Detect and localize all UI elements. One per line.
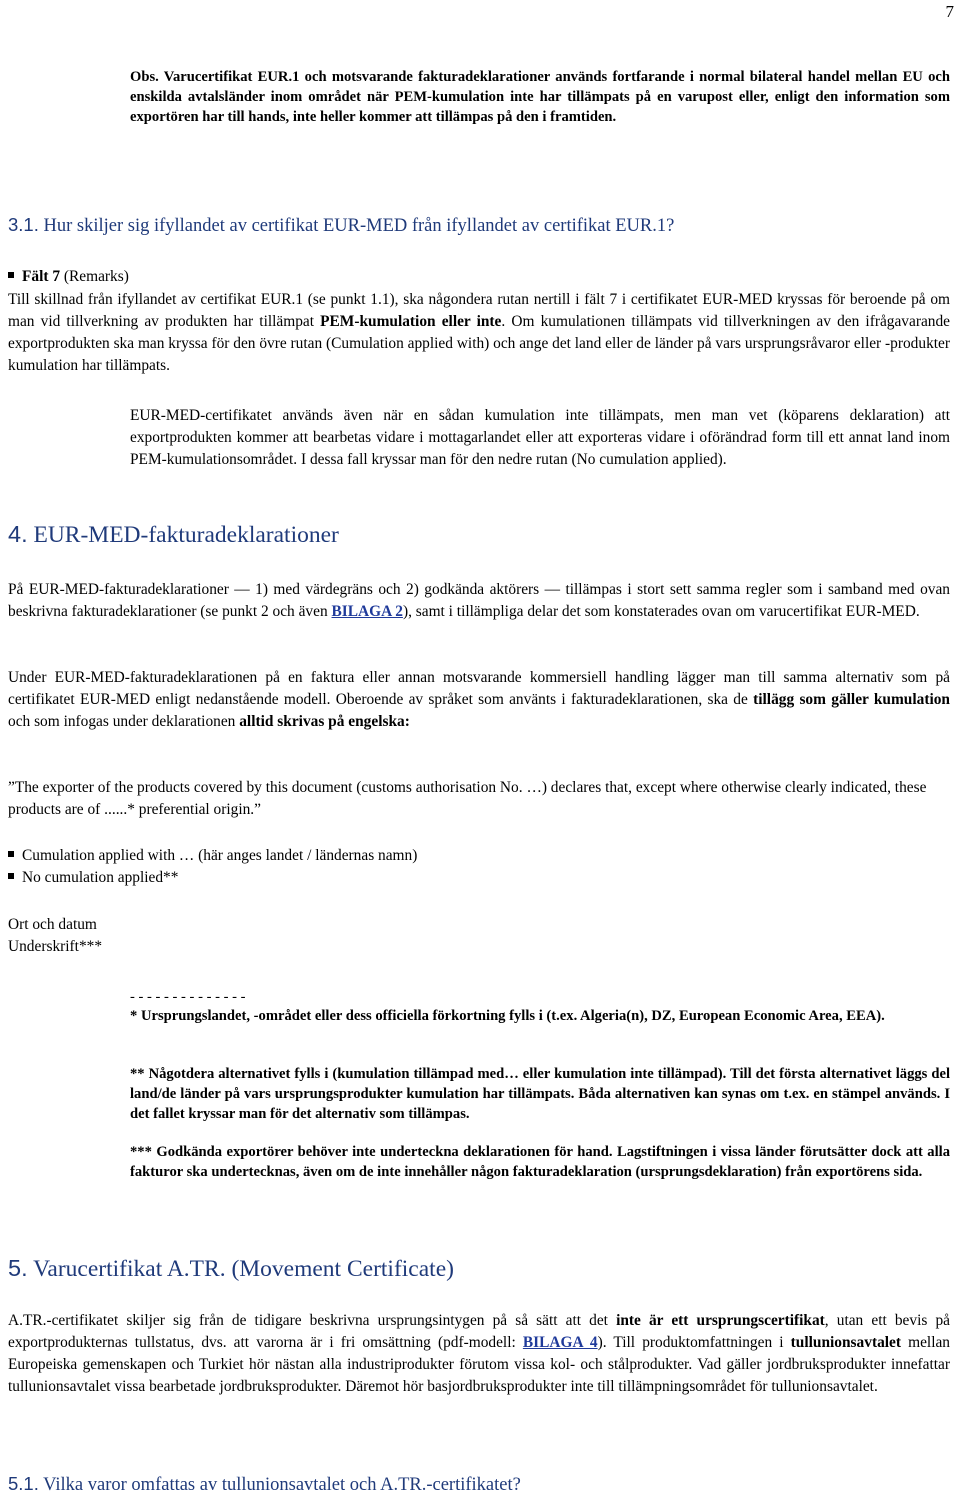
bilaga-4-link[interactable]: BILAGA 4 — [522, 1334, 598, 1351]
section-5-heading — [8, 1255, 454, 1283]
section-4-heading — [8, 521, 339, 549]
place-and-date: Ort och datum — [8, 916, 97, 933]
page-number: 7 — [945, 2, 954, 21]
section-3-1-heading — [8, 214, 674, 237]
section-number: 5.1. — [8, 1473, 39, 1494]
place-date-signature — [8, 914, 950, 958]
section-title: Varucertifikat A.TR. (Movement Certificate) — [33, 1256, 454, 1282]
footnote-separator: - - - - - - - - - - - - - - — [130, 989, 246, 1005]
obs-note: Obs. Varucertifikat EUR.1 och motsvarande fakturadeklarationer används fortfarande i normal bilateral handel mellan EU och enskilda avtalsländer inom området när PEM-kumulation inte har tillämpats på en varupost eller, enligt den information som exportören har till hands, inte heller kommer att tillämpas på den i framtiden. — [130, 69, 950, 125]
bullet-icon — [8, 873, 14, 879]
signature-label: Underskrift*** — [8, 938, 103, 955]
footnote-3: *** Godkända exportörer behöver inte underteckna deklarationen för hand. Lagstiftningen i vissa länder förutsätter dock att alla fakturor ska undertecknas, även om de inte innehåller någon fakturadeklaration (ursprungsdeklaration) från exportörens sida. — [130, 1144, 950, 1180]
footnote-2: ** Någotdera alternativet fylls i (kumulation tillämpad med… eller kumulation inte tillämpad). Till det första alternativet läggs del land/de länder på vars ursprungsprodukter kumulation har tillämpats. Båda alternativen kan synas om t.ex. en stämpel används. I det fallet kryssar man för det alternativ som tillämpas. — [130, 1066, 950, 1122]
bullet-icon — [8, 272, 14, 278]
eur-med-paragraph: EUR-MED-certifikatet används även när en sådan kumulation inte tillämpats, men man vet (köparens deklaration) att exportprodukten kommer att bearbetas vidare i mottagarlandet eller att exporteras vidare i oförändrad form till ett annat land inom PEM-kumulationsområdet. I dessa fall kryssar man för den nedre rutan (No cumulation applied). — [130, 407, 950, 468]
section-title: Vilka varor omfattas av tullunionsavtalet och A.TR.-certifikatet? — [43, 1475, 521, 1495]
declaration-bullets: Cumulation applied with … (här anges landet / ländernas namn) No cumulation applied** — [8, 845, 950, 889]
section-5-paragraph: A.TR.-certifikatet skiljer sig från de tidigare beskrivna ursprungsintygen på så sätt att det inte är ett ursprungscertifikat, utan ett bevis på exportprodukternas tullstatus, dvs. att varorna är i fri omsättning (pdf-modell: BILAGA 4). Till produktomfattningen i tullunionsavtalet mellan Europeiska gemenskapen och Turkiet hör nästan alla industriprodukter förutom vissa kol- och stålprodukter. Vad gäller jordbruksprodukter innefattar tullunionsavtalet vissa bearbetade jordbruksprodukter. Däremot hör basjordbruksprodukter inte till tillämpningsområdet för tullunionsavtalet. — [8, 1312, 951, 1395]
bilaga-2-link[interactable]: BILAGA 2 — [331, 603, 403, 620]
bullet-icon — [8, 851, 14, 857]
section-4-paragraph-2: Under EUR-MED-fakturadeklarationen på en faktura eller annan motsvarande kommersiell handling lägger man till samma alternativ som på certifikatet EUR-MED enligt nedanstående modell. Oberoende av språket som använts i fakturadeklarationen, ska de tillägg som gäller kumulation och som infogas under deklarationen alltid skrivas på engelska: — [8, 669, 950, 730]
section-number: 4. — [8, 521, 28, 547]
section-5-1-heading — [8, 1473, 521, 1496]
field-7-label: Fält 7 (Remarks) — [8, 266, 950, 288]
declaration-quote: ”The exporter of the products covered by this document (customs authorisation No. …) declares that, except where otherwise clearly indicated, these products are of ......* preferential origin.” — [8, 779, 927, 818]
section-4-paragraph-1: På EUR-MED-fakturadeklarationer — 1) med värdegräns och 2) godkända aktörers — tillämpas i stort sett samma regler som i samband med ovan beskrivna fakturadeklarationer (se punkt 2 och även BILAGA 2), samt i tillämpliga delar det som konstaterades ovan om varucertifikat EUR-MED. — [8, 581, 950, 620]
section-title: Hur skiljer sig ifyllandet av certifikat EUR-MED från ifyllandet av certifikat EUR.1? — [43, 216, 675, 236]
field-7-paragraph: Till skillnad från ifyllandet av certifikat EUR.1 (se punkt 1.1), ska någondera rutan nertill i fält 7 i certifikatet EUR-MED kryssas för beroende på om man vid tillverkning av produkten har tillämpat PEM-kumulation eller inte. Om kumulationen tillämpats vid tillverkningen av den ifrågavarande exportprodukten ska man kryssa för den övre rutan (Cumulation applied with) och ange det land eller de länder på vars ursprungsråvaror eller -produkter kumulation har tillämpats. — [8, 291, 951, 374]
section-number: 3.1. — [8, 214, 39, 235]
footnote-1: * Ursprungslandet, -området eller dess officiella förkortning fylls i (t.ex. Algeria(n), DZ, European Economic Area, EEA). — [130, 1008, 885, 1024]
section-number: 5. — [8, 1255, 28, 1281]
section-title: EUR-MED-fakturadeklarationer — [33, 522, 339, 548]
